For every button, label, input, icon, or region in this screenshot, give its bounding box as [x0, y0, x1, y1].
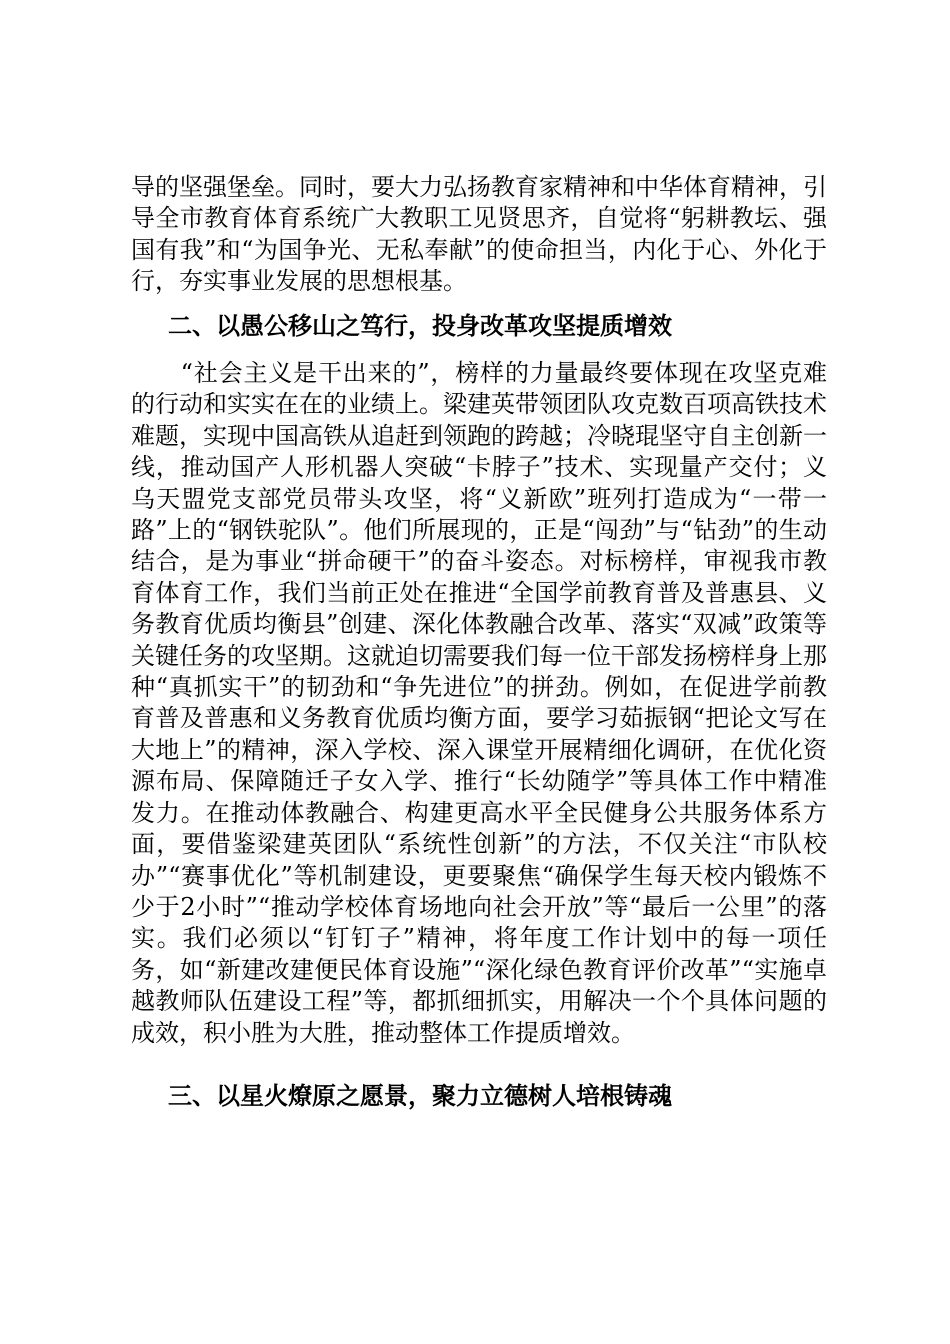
section-heading-2: 二、以愚公移山之笃行，投身改革攻坚提质增效 — [168, 312, 672, 340]
body-paragraph: 导的坚强堡垒。同时，要大力弘扬教育家精神和中华体育精神，引导全市教育体育系统广大教职工见贤思齐，自觉将“躬耕教坛、强国有我”和“为国争光、无私奉献”的使命担当，内化于心、外化于行，夯实事业发展的思想根基。 — [131, 173, 827, 296]
section-heading-3: 三、以星火燎原之愿景，聚力立德树人培根铸魂 — [168, 1082, 672, 1110]
body-paragraph: “社会主义是干出来的”，榜样的力量最终要体现在攻坚克难的行动和实实在在的业绩上。梁建英带领团队攻克数百项高铁技术难题，实现中国高铁从追赶到领跑的跨越；冷晓琨坚守自主创新一线，推动国产人形机器人突破“卡脖子”技术、实现量产交付；义乌天盟党支部党员带头攻坚，将“义新欧”班列打造成为“一带一路”上的“钢铁驼队”。他们所展现的，正是“闯劲”与“钻劲”的生动结合，是为事业“拼命硬干”的奋斗姿态。对标榜样，审视我市教育体育工作，我们当前正处在推进“全国学前教育普及普惠县、义务教育优质均衡县”创建、深化体教融合改革、落实“双减”政策等关键任务的攻坚期。这就迫切需要我们每一位干部发扬榜样身上那种“真抓实干”的韧劲和“争先进位”的拼劲。例如，在促进学前教育普及普惠和义务教育优质均衡方面，要学习茹振钢“把论文写在大地上”的精神，深入学校、深入课堂开展精细化调研，在优化资源布局、保障随迁子女入学、推行“长幼随学”等具体工作中精准发力。在推动体教融合、构建更高水平全民健身公共服务体系方面，要借鉴梁建英团队“系统性创新”的方法，不仅关注“市队校办”“赛事优化”等机制建设，更要聚焦“确保学生每天校内锻炼不少于2小时”“推动学校体育场地向社会开放”等“最后一公里”的落实。我们必须以“钉钉子”精神，将年度工作计划中的每一项任务，如“新建改建便民体育设施”“深化绿色教育评价改革”“实施卓越教师队伍建设工程”等，都抓细抓实，用解决一个个具体问题的成效，积小胜为大胜，推动整体工作提质增效。 — [131, 359, 827, 1047]
